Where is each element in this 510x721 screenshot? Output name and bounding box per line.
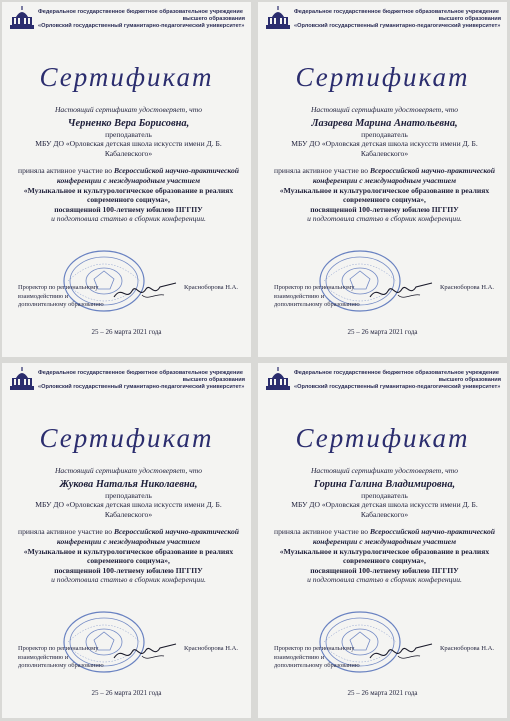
recipient-name: Черненко Вера Борисовна, [67,117,190,129]
participation-text [16,166,241,185]
recipient-position: преподаватель [361,129,408,139]
recipient-name: Жукова Наталья Николаевна, [59,478,198,490]
university-building-icon [264,6,292,30]
organization-header [294,9,503,30]
university-building-icon [264,367,292,391]
certificate-3 [2,363,251,718]
event-date: 25 – 26 марта 2021 года [347,689,418,697]
conference-type: Всероссийской научно-практической конференции с международным участием [56,166,239,185]
org-line-3: «Орловский государственный гуманитарно-педагогический университет» [294,23,501,29]
certificate-1 [2,2,251,357]
certificate-title: Сертификат [295,423,470,453]
org-line-1: Федеральное государственное бюджетное образовательное учреждение [294,9,499,15]
signer-name: Красноборова Н.А. [184,284,239,291]
handwritten-signature [112,636,178,666]
event-date: 25 – 26 марта 2021 года [347,328,418,336]
participation-lead: приняла активное участие во [274,166,369,176]
org-line-1: Федеральное государственное бюджетное образовательное учреждение [38,370,243,376]
dedication-text: посвященной 100-летнему юбилею ПГГПУ [54,204,203,214]
signer-role: Проректор по региональному взаимодействию и дополнительному образованию [274,284,360,309]
signer-role: Проректор по региональному взаимодействию и дополнительному образованию [18,645,104,670]
certificate-2 [258,2,507,357]
recipient-school: МБУ ДО «Орловская детская школа искусств имени Д. Б. Кабалевского» [35,139,222,158]
conference-type: Всероссийской научно-практической конференции с международным участием [56,527,239,546]
org-line-2: высшего образования [182,377,245,383]
intro-text: Настоящий сертификат удостоверяет, что [54,105,203,114]
article-text: и подготовила статью в сборник конференции. [51,214,206,224]
conference-name: «Музыкальное и культурологическое образование в реалиях современного социума», [279,185,490,205]
signer-name: Красноборова Н.А. [184,645,239,652]
certificate-title: Сертификат [295,62,470,92]
dedication-text: посвященной 100-летнему юбилею ПГГПУ [54,565,203,575]
conference-name: «Музыкальное и культурологическое образование в реалиях современного социума», [23,185,234,205]
handwritten-signature [368,275,434,305]
article-text: и подготовила статью в сборник конференции. [307,214,462,224]
org-line-3: «Орловский государственный гуманитарно-педагогический университет» [38,384,245,390]
certificate-body [16,105,241,224]
recipient-position: преподаватель [105,129,152,139]
certificate-body [272,466,497,585]
participation-lead: приняла активное участие во [18,527,113,537]
org-line-1: Федеральное государственное бюджетное образовательное учреждение [38,9,243,15]
signer-role: Проректор по региональному взаимодействию и дополнительному образованию [18,284,104,309]
org-line-3: «Орловский государственный гуманитарно-педагогический университет» [38,23,245,29]
intro-text: Настоящий сертификат удостоверяет, что [310,466,459,475]
certificate-4 [258,363,507,718]
conference-name: «Музыкальное и культурологическое образование в реалиях современного социума», [23,546,234,566]
recipient-name: Горина Галина Владимировна, [313,478,456,490]
organization-header [38,370,247,391]
university-building-icon [8,367,36,391]
intro-text: Настоящий сертификат удостоверяет, что [54,466,203,475]
handwritten-signature [112,275,178,305]
certificate-title: Сертификат [39,62,214,92]
recipient-school: МБУ ДО «Орловская детская школа искусств имени Д. Б. Кабалевского» [291,139,478,158]
conference-type: Всероссийской научно-практической конференции с международным участием [312,166,495,185]
org-line-2: высшего образования [438,377,501,383]
recipient-name: Лазарева Марина Анатольевна, [311,117,458,129]
participation-text [16,527,241,546]
intro-text: Настоящий сертификат удостоверяет, что [310,105,459,114]
dedication-text: посвященной 100-летнему юбилею ПГГПУ [310,565,459,575]
participation-lead: приняла активное участие во [274,527,369,537]
recipient-position: преподаватель [105,490,152,500]
event-date: 25 – 26 марта 2021 года [91,328,162,336]
signer-name: Красноборова Н.А. [440,284,495,291]
signer-role: Проректор по региональному взаимодействию и дополнительному образованию [274,645,360,670]
conference-name: «Музыкальное и культурологическое образование в реалиях современного социума», [279,546,490,566]
event-date: 25 – 26 марта 2021 года [91,689,162,697]
university-building-icon [8,6,36,30]
participation-lead: приняла активное участие во [18,166,113,176]
dedication-text: посвященной 100-летнему юбилею ПГГПУ [310,204,459,214]
org-line-3: «Орловский государственный гуманитарно-педагогический университет» [294,384,501,390]
signer-name: Красноборова Н.А. [440,645,495,652]
handwritten-signature [368,636,434,666]
organization-header [294,370,503,391]
certificate-body [272,105,497,224]
recipient-school: МБУ ДО «Орловская детская школа искусств имени Д. Б. Кабалевского» [291,500,478,519]
recipient-position: преподаватель [361,490,408,500]
org-line-2: высшего образования [182,16,245,22]
participation-text [272,166,497,185]
certificate-title: Сертификат [39,423,214,453]
org-line-1: Федеральное государственное бюджетное образовательное учреждение [294,370,499,376]
article-text: и подготовила статью в сборник конференции. [307,575,462,585]
participation-text [272,527,497,546]
certificate-body [16,466,241,585]
article-text: и подготовила статью в сборник конференции. [51,575,206,585]
recipient-school: МБУ ДО «Орловская детская школа искусств имени Д. Б. Кабалевского» [35,500,222,519]
conference-type: Всероссийской научно-практической конференции с международным участием [312,527,495,546]
organization-header [38,9,247,30]
org-line-2: высшего образования [438,16,501,22]
